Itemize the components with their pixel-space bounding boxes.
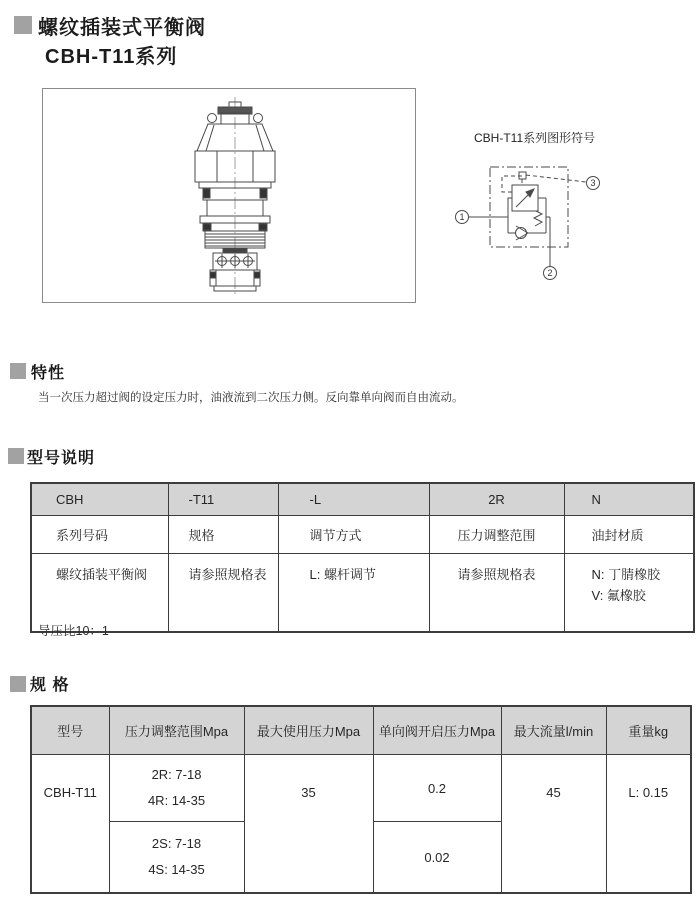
port-2-label: 2 bbox=[547, 268, 553, 278]
spec-table bbox=[30, 705, 692, 894]
features-body: 当一次压力超过阀的设定压力时，油液流到二次压力侧。反向靠单向阀而自由流动。 bbox=[38, 392, 464, 404]
valve-drawing-box bbox=[42, 88, 416, 303]
label-cell: 压力调整范围 bbox=[429, 516, 564, 554]
spec-header-cell: 重量kg bbox=[606, 706, 691, 755]
page-title: 螺纹插装式平衡阀 bbox=[38, 17, 206, 39]
range-4s: 4S: 14-35 bbox=[148, 862, 205, 877]
spec-header-cell: 压力调整范围Mpa bbox=[109, 706, 244, 755]
seal-options-cell bbox=[564, 554, 694, 633]
title-bullet-square bbox=[14, 16, 32, 34]
code-cell: 2R bbox=[429, 483, 564, 516]
page-subtitle: CBH-T11系列 bbox=[45, 46, 178, 68]
code-cell: -T11 bbox=[168, 483, 278, 516]
features-heading: 特性 bbox=[31, 365, 66, 382]
port-3-label: 3 bbox=[590, 178, 596, 188]
label-cell: 系列号码 bbox=[31, 516, 168, 554]
valve-drawing bbox=[43, 89, 415, 301]
range-2s: 2S: 7-18 bbox=[151, 836, 202, 851]
spec-header-cell: 型号 bbox=[31, 706, 109, 755]
spec-row-r bbox=[31, 755, 691, 822]
model-detail-row bbox=[31, 554, 694, 633]
model-code-row bbox=[31, 483, 694, 516]
pressure-range-s-cell bbox=[109, 822, 244, 894]
model-code-table bbox=[30, 482, 695, 633]
label-cell: 油封材质 bbox=[564, 516, 694, 554]
check-open-r-cell: 0.2 bbox=[373, 755, 501, 822]
pressure-range-r-cell bbox=[109, 755, 244, 822]
port-1-label: 1 bbox=[459, 212, 465, 222]
model-bullet-square bbox=[8, 448, 24, 464]
seal-option-v: V: 氟橡胶 bbox=[591, 588, 646, 603]
spring-zigzag bbox=[534, 211, 542, 226]
detail-cell: L: 螺杆调节 bbox=[278, 554, 429, 633]
symbol-caption: CBH-T11系列图形符号 bbox=[474, 131, 596, 145]
spec-model-cell: CBH-T11 bbox=[31, 755, 109, 894]
weight-cell: L: 0.15 bbox=[606, 755, 691, 894]
range-4r: 4R: 14-35 bbox=[147, 793, 206, 808]
spec-header-row bbox=[31, 706, 691, 755]
code-cell: -L bbox=[278, 483, 429, 516]
features-bullet-square bbox=[10, 363, 26, 379]
range-2r: 2R: 7-18 bbox=[151, 767, 202, 782]
seal-option-n: N: 丁腈橡胶 bbox=[591, 567, 661, 582]
code-cell: CBH bbox=[31, 483, 168, 516]
check-open-s-cell: 0.02 bbox=[373, 822, 501, 894]
detail-cell: 请参照规格表 bbox=[168, 554, 278, 633]
specs-heading: 规 格 bbox=[30, 677, 70, 694]
spec-header-cell: 单向阀开启压力Mpa bbox=[373, 706, 501, 755]
label-cell: 规格 bbox=[168, 516, 278, 554]
max-pressure-cell: 35 bbox=[244, 755, 373, 894]
spec-header-cell: 最大流量l/min bbox=[501, 706, 606, 755]
model-label-row bbox=[31, 516, 694, 554]
max-flow-cell: 45 bbox=[501, 755, 606, 894]
hydraulic-symbol bbox=[450, 148, 685, 298]
model-heading: 型号说明 bbox=[27, 450, 96, 467]
code-cell: N bbox=[564, 483, 694, 516]
specs-bullet-square bbox=[10, 676, 26, 692]
label-cell: 调节方式 bbox=[278, 516, 429, 554]
spec-header-cell: 最大使用压力Mpa bbox=[244, 706, 373, 755]
pilot-ratio-note: 导压比10：1 bbox=[38, 624, 109, 638]
detail-cell: 螺纹插装平衡阀 bbox=[31, 554, 168, 633]
detail-cell: 请参照规格表 bbox=[429, 554, 564, 633]
